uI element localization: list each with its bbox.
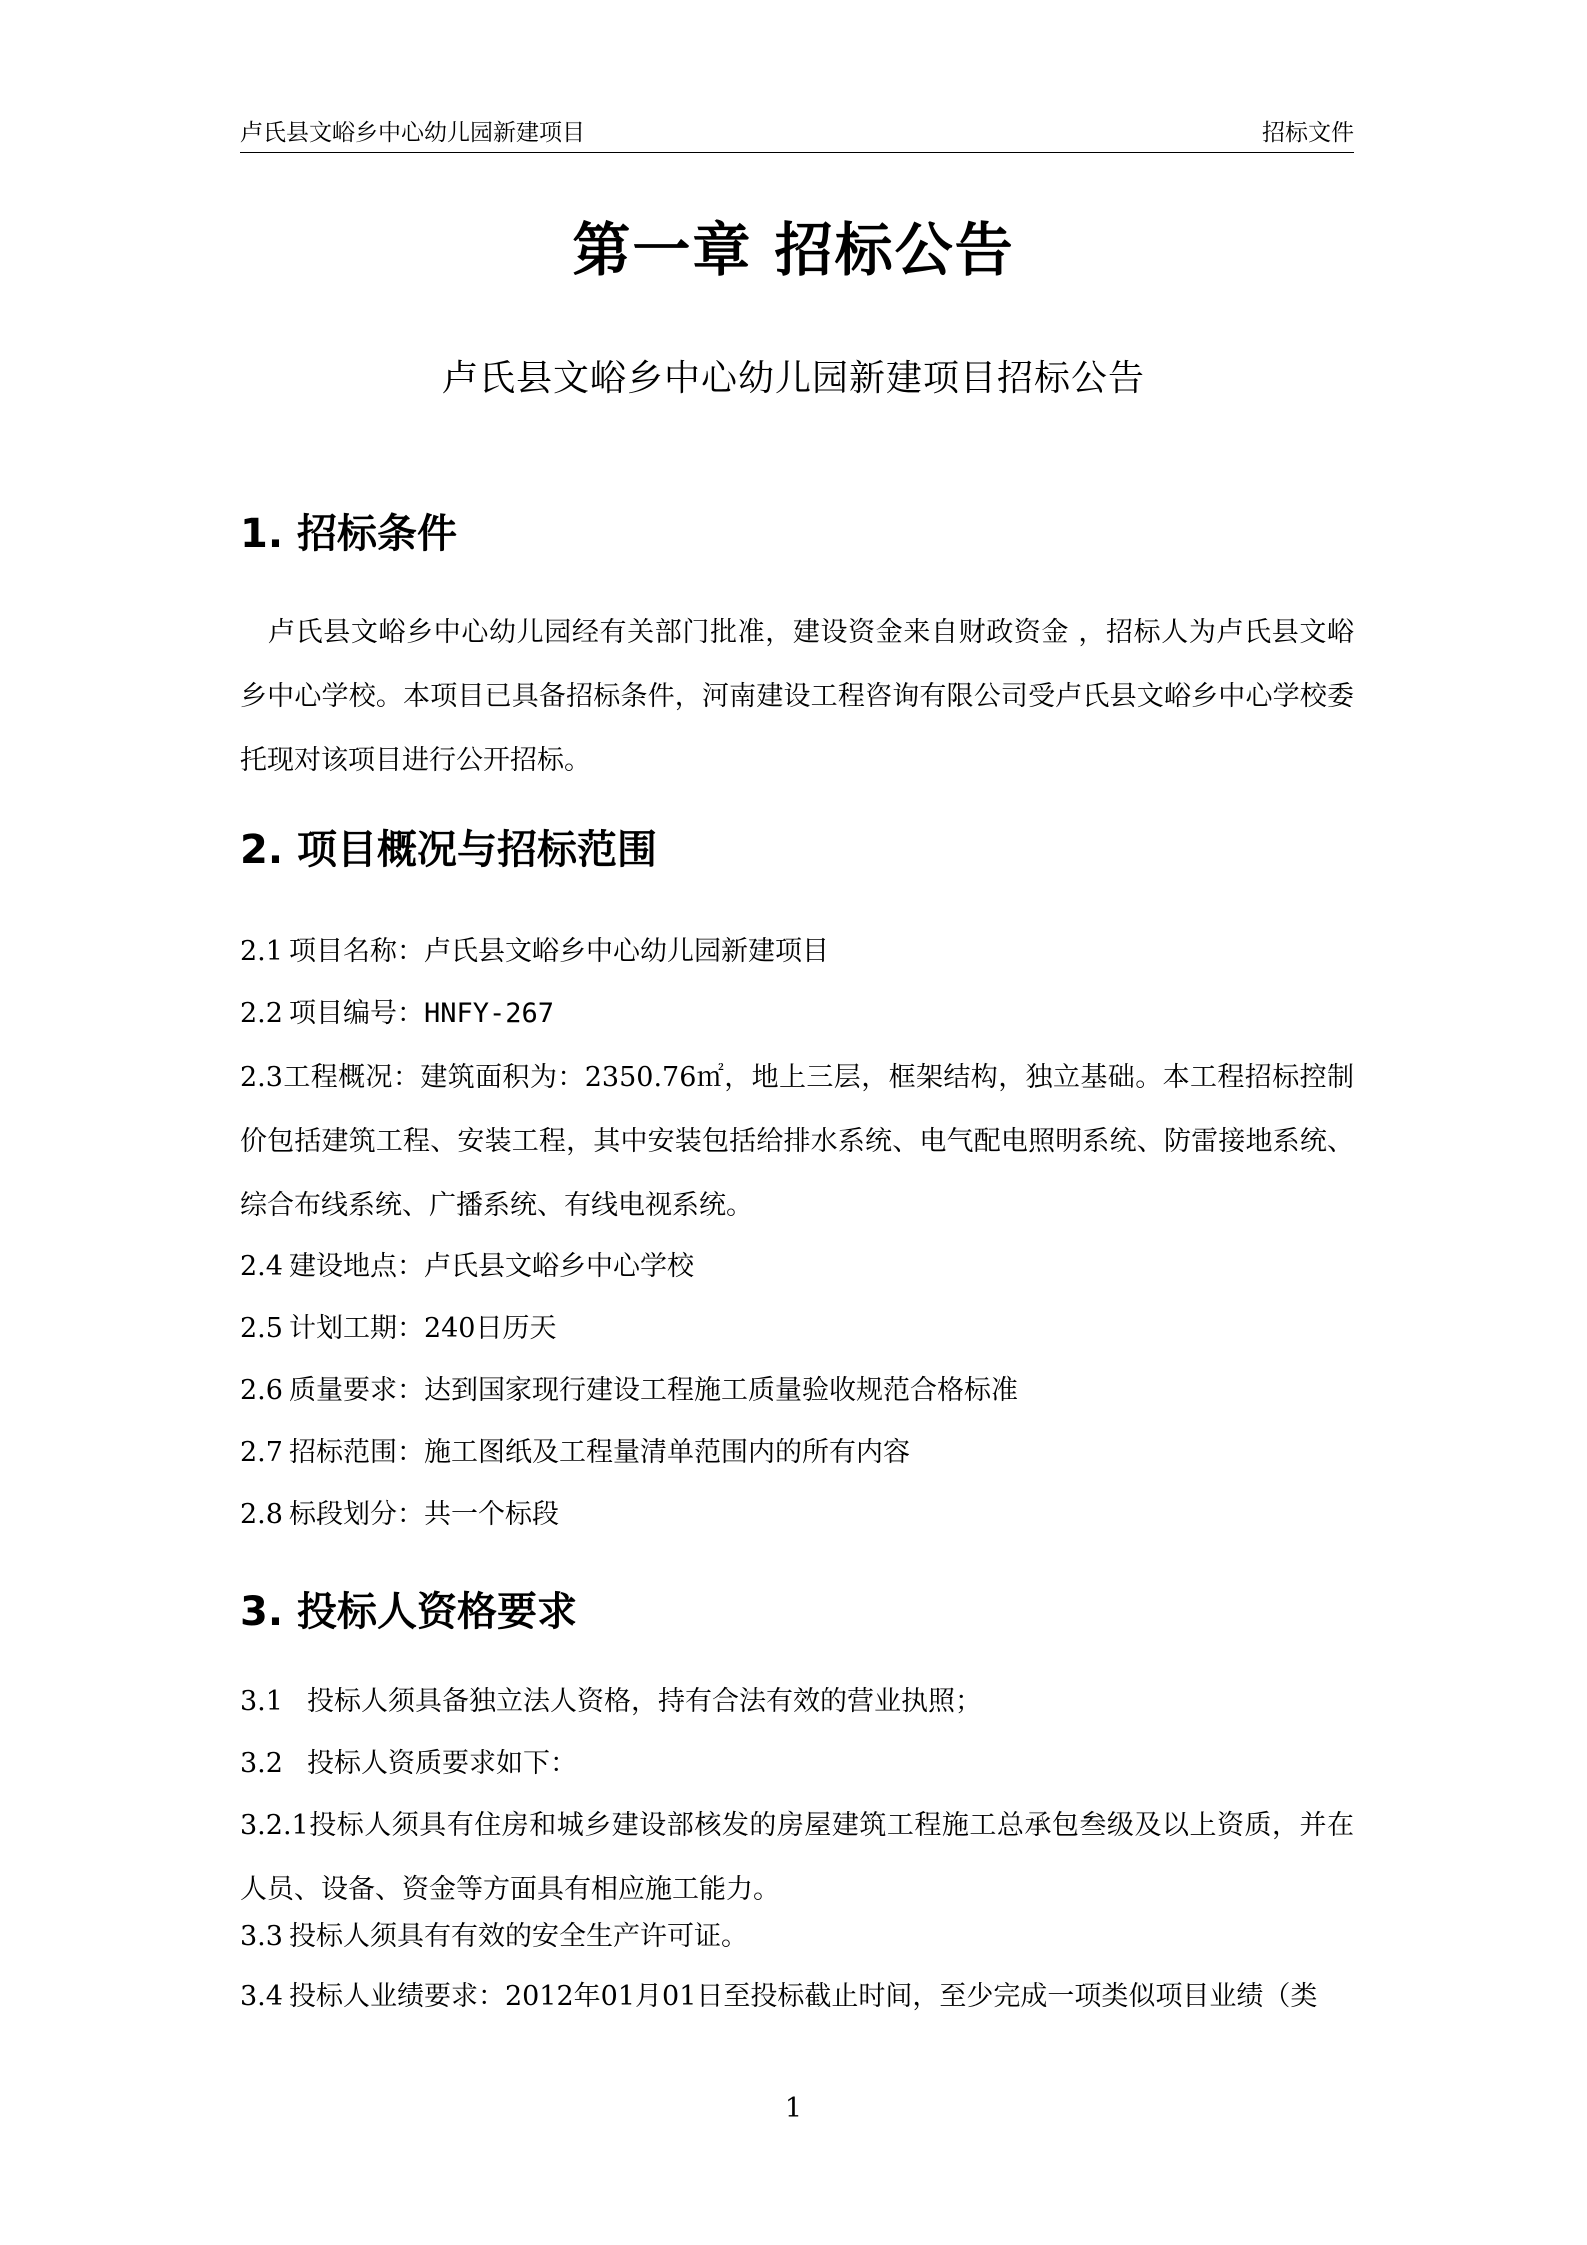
list-item: [240, 1434, 1354, 1472]
item-text: 投标人资质要求如下：: [306, 1748, 577, 1779]
item-number: 2.8: [240, 1499, 283, 1530]
section-1-paragraph: 卢氏县文峪乡中心幼儿园经有关部门批准，建设资金来自财政资金 ，招标人为卢氏县文峪乡中心学校。本项目已具备招标条件，河南建设工程咨询有限公司受卢氏县文峪乡中心学校委托现对该项目进行公开招标。: [240, 617, 1354, 776]
chapter-title: 第一章 招标公告: [572, 216, 1015, 284]
section-heading-1: [240, 502, 457, 559]
item-text: 计划工期：240日历天: [288, 1313, 557, 1344]
section-title: 项目概况与招标范围: [297, 827, 658, 873]
section-number: 2.: [240, 827, 284, 873]
item-number: 2.1: [240, 936, 283, 967]
section-title: 投标人资格要求: [297, 1589, 578, 1635]
item-number: 3.1: [240, 1686, 283, 1717]
item-number: 3.4: [240, 1981, 283, 2012]
item-text: 投标人须具备独立法人资格，持有合法有效的营业执照；: [306, 1686, 982, 1717]
item-number: 3.2.1: [240, 1810, 309, 1841]
item-number: 2.3: [240, 1062, 283, 1093]
list-item: [240, 1310, 1354, 1348]
section-number: 1.: [240, 511, 284, 557]
item-text: 工程概况：建筑面积为：2350.76㎡，地上三层，框架结构，独立基础。本工程招标控制价包括建筑工程、安装工程，其中安装包括给排水系统、电气配电照明系统、防雷接地系统、综合布线系统、广播系统、有线电视系统。: [240, 1062, 1354, 1221]
list-item-multiline: [240, 1046, 1354, 1238]
list-item: [240, 1496, 1354, 1534]
item-number: 2.4: [240, 1251, 283, 1282]
header-doc-type: 招标文件: [1262, 120, 1354, 146]
list-item: [240, 933, 1354, 971]
item-text: 投标人业绩要求：2012年01月01日至投标截止时间，至少完成一项类似项目业绩（类: [288, 1981, 1318, 2012]
item-text: 建设地点：卢氏县文峪乡中心学校: [288, 1251, 694, 1282]
list-item: [240, 995, 1354, 1033]
list-item: [240, 1248, 1354, 1286]
section-title: 招标条件: [297, 511, 458, 557]
section-heading-2: [240, 818, 657, 875]
section-number: 3.: [240, 1589, 284, 1635]
item-number: 2.7: [240, 1437, 283, 1468]
item-text: 标段划分：共一个标段: [288, 1499, 559, 1530]
item-text: 质量要求：达到国家现行建设工程施工质量验收规范合格标准: [288, 1375, 1018, 1406]
page-header: [240, 110, 1354, 153]
item-text: 项目名称：卢氏县文峪乡中心幼儿园新建项目: [288, 936, 829, 967]
item-number: 2.2: [240, 998, 283, 1029]
item-number: 3.2: [240, 1748, 283, 1779]
list-item: [240, 1372, 1354, 1410]
header-project-name: 卢氏县文峪乡中心幼儿园新建项目: [240, 120, 585, 146]
item-text: 投标人须具有住房和城乡建设部核发的房屋建筑工程施工总承包叁级及以上资质，并在人员、设备、资金等方面具有相应施工能力。: [240, 1810, 1354, 1905]
document-title: 卢氏县文峪乡中心幼儿园新建项目招标公告: [441, 358, 1145, 399]
list-item: [240, 1918, 1354, 1956]
item-number: 2.6: [240, 1375, 283, 1406]
section-heading-3: [240, 1580, 577, 1637]
page-number: 1: [784, 2093, 803, 2124]
item-number: 3.3: [240, 1921, 283, 1952]
list-item: [240, 1683, 1354, 1721]
list-item: [240, 1978, 1354, 2016]
list-item-multiline: [240, 1794, 1354, 1922]
project-code: HNFY-267: [423, 998, 554, 1029]
list-item: [240, 1745, 1354, 1783]
item-text: 投标人须具有有效的安全生产许可证。: [288, 1921, 748, 1952]
item-label: 项目编号：: [288, 998, 424, 1029]
item-text: 招标范围：施工图纸及工程量清单范围内的所有内容: [288, 1437, 910, 1468]
item-number: 2.5: [240, 1313, 283, 1344]
